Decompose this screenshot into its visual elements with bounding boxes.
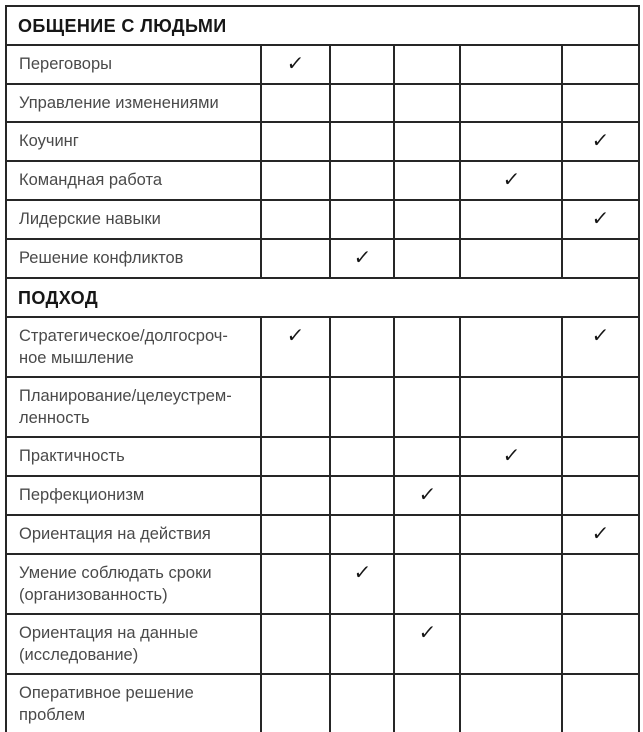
check-cell bbox=[460, 437, 562, 476]
skill-label-line: Стратегическое/долгосроч- bbox=[19, 327, 228, 345]
skill-label-cell bbox=[6, 515, 261, 554]
check-cell bbox=[261, 554, 330, 614]
skill-label-line: ленность bbox=[19, 409, 90, 427]
skill-label-line: Ориентация на действия bbox=[19, 525, 211, 543]
check-cell bbox=[460, 476, 562, 515]
check-cell bbox=[261, 200, 330, 239]
checkmark-icon: ✓ bbox=[590, 521, 611, 545]
check-cell bbox=[394, 554, 460, 614]
skill-label-line: Решение конфликтов bbox=[19, 249, 184, 267]
skill-label-line: (исследование) bbox=[19, 646, 139, 664]
check-cell bbox=[330, 476, 394, 515]
skill-row bbox=[6, 554, 639, 614]
skill-label-cell bbox=[6, 161, 261, 200]
skills-table bbox=[5, 5, 640, 732]
skill-label-cell bbox=[6, 122, 261, 161]
check-cell bbox=[261, 45, 330, 84]
checkmark-icon: ✓ bbox=[352, 245, 372, 269]
skill-label-line: Коучинг bbox=[19, 132, 79, 150]
check-cell bbox=[394, 317, 460, 377]
skill-label-cell bbox=[6, 554, 261, 614]
check-cell bbox=[394, 161, 460, 200]
section-header: ПОДХОД bbox=[6, 278, 639, 317]
check-cell bbox=[330, 45, 394, 84]
check-cell bbox=[261, 674, 330, 732]
checkmark-icon: ✓ bbox=[590, 206, 611, 230]
check-cell bbox=[562, 614, 639, 674]
check-cell bbox=[330, 674, 394, 732]
section-header: ОБЩЕНИЕ С ЛЮДЬМИ bbox=[6, 6, 639, 45]
skill-label-line: Планирование/целеустрем- bbox=[19, 387, 232, 405]
skill-label-cell bbox=[6, 674, 261, 732]
check-cell bbox=[562, 200, 639, 239]
check-cell bbox=[330, 377, 394, 437]
check-cell bbox=[261, 122, 330, 161]
skill-label-line: Перфекционизм bbox=[19, 486, 145, 504]
skill-label-cell bbox=[6, 437, 261, 476]
skill-label-cell bbox=[6, 317, 261, 377]
check-cell bbox=[562, 515, 639, 554]
section-header-row bbox=[6, 278, 639, 317]
check-cell bbox=[562, 476, 639, 515]
check-cell bbox=[330, 200, 394, 239]
checkmark-icon: ✓ bbox=[590, 323, 611, 347]
skill-label-line: Командная работа bbox=[19, 171, 163, 189]
check-cell bbox=[562, 45, 639, 84]
skill-label-line: Умение соблюдать сроки bbox=[19, 564, 212, 582]
skill-label-line: Оперативное решение bbox=[19, 684, 194, 702]
skill-row bbox=[6, 84, 639, 122]
check-cell bbox=[562, 377, 639, 437]
skill-row bbox=[6, 200, 639, 239]
check-cell bbox=[394, 377, 460, 437]
skill-label-line: ное мышление bbox=[19, 349, 134, 367]
check-cell bbox=[562, 317, 639, 377]
check-cell bbox=[394, 239, 460, 278]
check-cell bbox=[460, 554, 562, 614]
skill-row bbox=[6, 122, 639, 161]
check-cell bbox=[330, 515, 394, 554]
check-cell bbox=[330, 554, 394, 614]
skill-label-cell bbox=[6, 239, 261, 278]
skill-label-line: (организованность) bbox=[19, 586, 168, 604]
check-cell bbox=[460, 239, 562, 278]
check-cell bbox=[394, 45, 460, 84]
check-cell bbox=[562, 674, 639, 732]
skill-row bbox=[6, 476, 639, 515]
check-cell bbox=[261, 476, 330, 515]
skill-label-cell bbox=[6, 377, 261, 437]
check-cell bbox=[261, 515, 330, 554]
skill-row bbox=[6, 45, 639, 84]
check-cell bbox=[330, 122, 394, 161]
check-cell bbox=[562, 84, 639, 122]
checkmark-icon: ✓ bbox=[590, 128, 611, 152]
check-cell bbox=[394, 476, 460, 515]
check-cell bbox=[394, 122, 460, 161]
skill-row bbox=[6, 614, 639, 674]
check-cell bbox=[460, 377, 562, 437]
check-cell bbox=[460, 161, 562, 200]
check-cell bbox=[330, 317, 394, 377]
skill-row bbox=[6, 317, 639, 377]
skill-row bbox=[6, 377, 639, 437]
checkmark-icon: ✓ bbox=[417, 620, 437, 644]
checkmark-icon: ✓ bbox=[417, 482, 437, 506]
check-cell bbox=[261, 84, 330, 122]
check-cell bbox=[394, 437, 460, 476]
check-cell bbox=[562, 554, 639, 614]
checkmark-icon: ✓ bbox=[501, 443, 521, 467]
checkmark-icon: ✓ bbox=[285, 51, 306, 75]
check-cell bbox=[330, 614, 394, 674]
check-cell bbox=[562, 122, 639, 161]
skill-label-cell bbox=[6, 45, 261, 84]
check-cell bbox=[330, 437, 394, 476]
check-cell bbox=[394, 674, 460, 732]
skill-row bbox=[6, 161, 639, 200]
skill-row bbox=[6, 437, 639, 476]
skill-row bbox=[6, 239, 639, 278]
check-cell bbox=[460, 614, 562, 674]
checkmark-icon: ✓ bbox=[285, 323, 306, 347]
skill-label-cell bbox=[6, 614, 261, 674]
check-cell bbox=[394, 200, 460, 239]
check-cell bbox=[562, 239, 639, 278]
table-body bbox=[6, 6, 639, 732]
check-cell bbox=[460, 200, 562, 239]
skill-row bbox=[6, 674, 639, 732]
check-cell bbox=[394, 84, 460, 122]
skill-label-line: Ориентация на данные bbox=[19, 624, 199, 642]
check-cell bbox=[460, 515, 562, 554]
check-cell bbox=[394, 614, 460, 674]
skill-label-line: проблем bbox=[19, 706, 86, 724]
skill-label-line: Переговоры bbox=[19, 55, 113, 73]
check-cell bbox=[460, 45, 562, 84]
check-cell bbox=[261, 377, 330, 437]
skill-label-cell bbox=[6, 84, 261, 122]
section-header-row bbox=[6, 6, 639, 45]
check-cell bbox=[460, 122, 562, 161]
check-cell bbox=[261, 614, 330, 674]
skill-label-line: Управление изменениями bbox=[19, 94, 219, 112]
check-cell bbox=[460, 84, 562, 122]
check-cell bbox=[562, 161, 639, 200]
check-cell bbox=[330, 239, 394, 278]
check-cell bbox=[394, 515, 460, 554]
check-cell bbox=[261, 161, 330, 200]
check-cell bbox=[330, 84, 394, 122]
skill-label-line: Практичность bbox=[19, 447, 125, 465]
check-cell bbox=[460, 674, 562, 732]
checkmark-icon: ✓ bbox=[501, 167, 521, 191]
check-cell bbox=[261, 239, 330, 278]
check-cell bbox=[562, 437, 639, 476]
check-cell bbox=[261, 317, 330, 377]
check-cell bbox=[330, 161, 394, 200]
check-cell bbox=[460, 317, 562, 377]
skill-label-line: Лидерские навыки bbox=[19, 210, 161, 228]
skill-label-cell bbox=[6, 200, 261, 239]
checkmark-icon: ✓ bbox=[352, 560, 372, 584]
skill-row bbox=[6, 515, 639, 554]
check-cell bbox=[261, 437, 330, 476]
skill-label-cell bbox=[6, 476, 261, 515]
